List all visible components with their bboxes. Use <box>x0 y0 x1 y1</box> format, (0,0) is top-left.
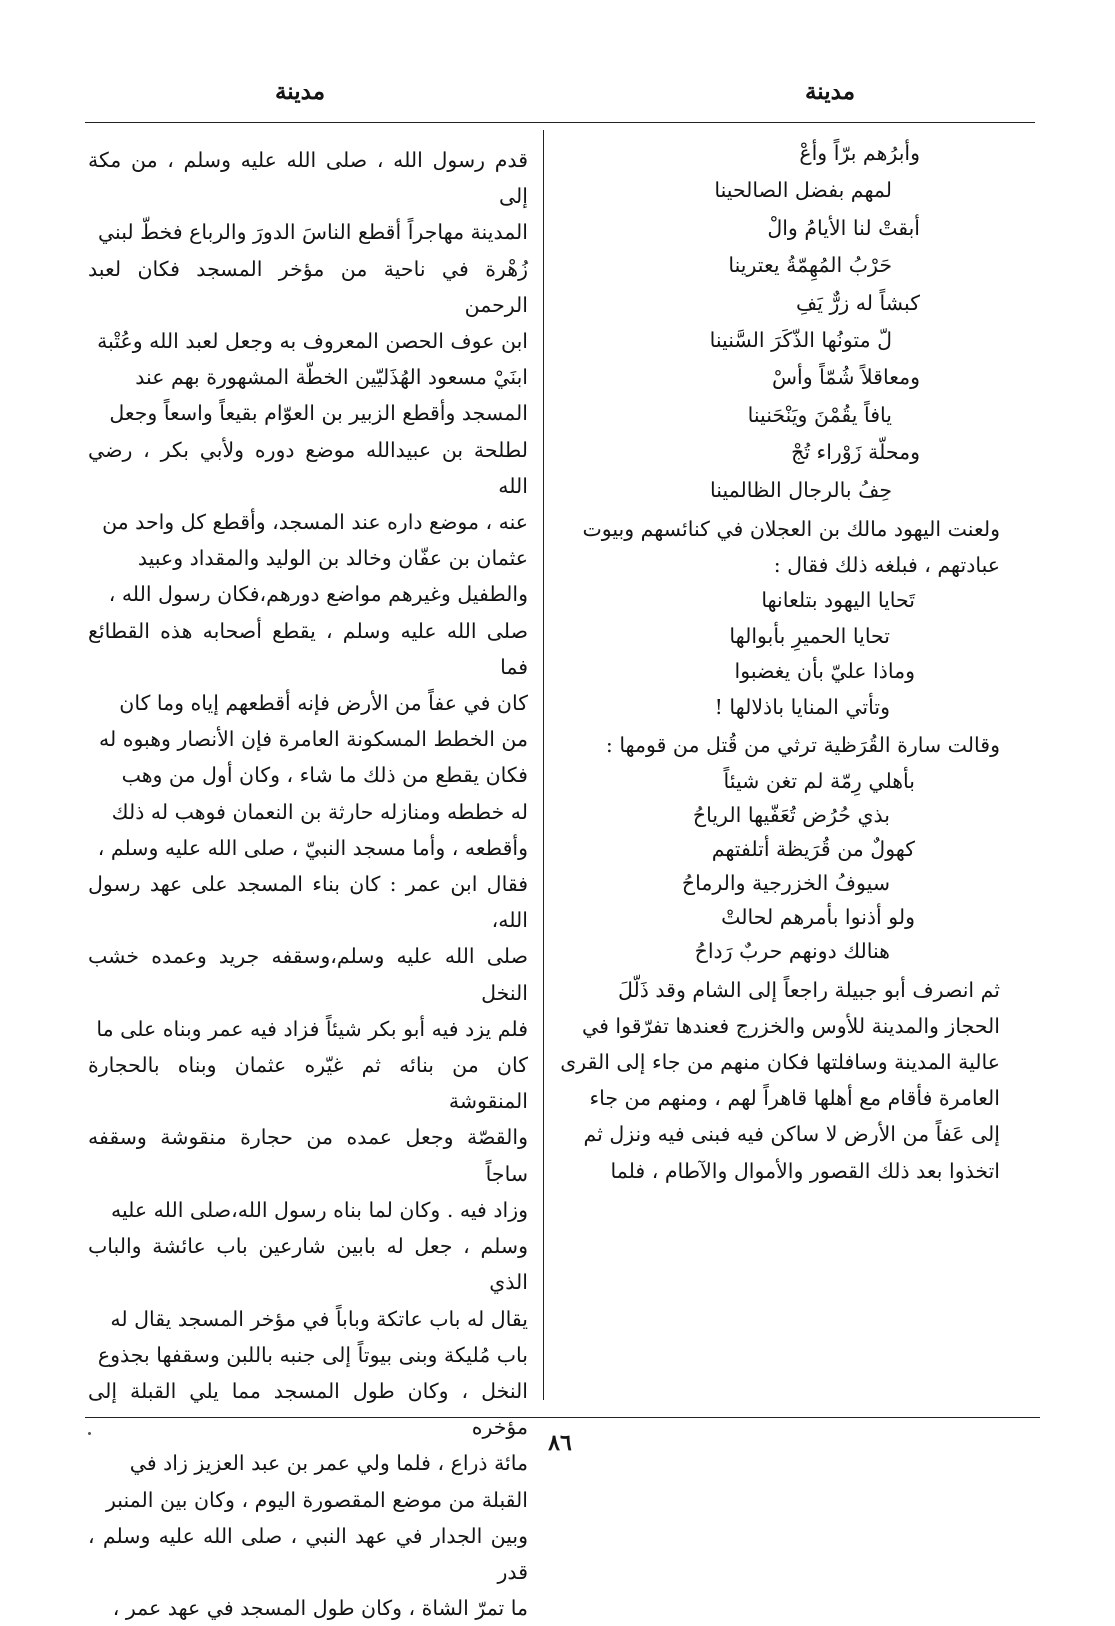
text-line: صلى الله عليه وسلم،وسقفه جريد وعمده خشب النخل <box>88 944 528 1005</box>
verse-line: سيوفُ الخزرجية والرماحُ <box>681 870 890 895</box>
text-line: عنه ، موضع داره عند المسجد، وأقطع كل واحد من <box>102 510 528 535</box>
verse-line: وماذا عليّ بأن يغضبوا <box>734 659 915 684</box>
verse-line: بأهلي رِمّة لم تغن شيئاً <box>723 768 915 793</box>
right-column <box>560 135 1000 1189</box>
verse-line: ولو أذنوا بأمرهم لحالتْ <box>721 904 915 929</box>
ink-speck <box>88 1432 91 1435</box>
running-head-right: مدينة <box>804 78 856 105</box>
text-line: إلى عَفاً من الأرض لا ساكن فيه فبنى فيه ونزل ثم <box>583 1122 1000 1147</box>
verse-line: هنالك دونهم حربٌ رَداحُ <box>694 938 890 963</box>
text-line: وزاد فيه . وكان لما بناه رسول الله،صلى الله عليه <box>110 1197 528 1222</box>
poem-verses-3 <box>560 764 1000 968</box>
text-line: ولعنت اليهود مالك بن العجلان في كنائسهم وبيوت <box>582 517 1000 542</box>
text-line: عبادتهم ، فبلغه ذلك فقال : <box>773 553 1000 578</box>
left-column <box>88 142 528 1626</box>
page-number: ٨٦ <box>548 1430 572 1456</box>
text-line: فكان يقطع من ذلك ما شاء ، وكان أول من وهب <box>121 763 528 788</box>
text-line: العامرة فأقام مع أهلها قاهراً لهم ، ومنهم من جاء <box>589 1086 1000 1111</box>
verse-line: حِفُ بالرجال الظالمينا <box>710 477 892 502</box>
text-line: الحجاز والمدينة للأوس والخزرج فعندها تفرّقوا في <box>582 1013 1000 1038</box>
column-divider <box>543 130 544 1400</box>
verse-line: لّ متونُها الذّكَرَ السَّنينا <box>709 328 892 353</box>
text-line: ابنَيْ مسعود الهُذَليّين الخطّة المشهورة بهم عند <box>135 365 528 390</box>
prose-paragraph-2 <box>560 727 1000 763</box>
text-line: صلى الله عليه وسلم ، يقطع أصحابه هذه القطائع فما <box>88 618 528 679</box>
prose-paragraph-3 <box>560 972 1000 1189</box>
text-line: باب مُليكة وبنى بيوتاً إلى جنبه باللبن وسقفها بجذوع <box>97 1342 528 1367</box>
verse-line: وتأتي المنايا باذلالها ! <box>714 694 890 719</box>
verse-line: أبقتْ لنا الأيامُ والْ <box>767 215 920 240</box>
text-line: لطلحة بن عبيدالله موضع دوره ولأبي بكر ، رضي الله <box>88 437 528 498</box>
verse-line: تحايا الحميرِ بأبوالها <box>729 623 890 648</box>
text-line: وأقطعه ، وأما مسجد النبيّ ، صلى الله عليه وسلم ، <box>97 835 528 860</box>
verse-line: تَحايا اليهود بتلعانها <box>761 588 915 613</box>
text-line: مائة ذراع ، فلما ولي عمر بن عبد العزيز زاد في <box>129 1451 528 1476</box>
verse-line: ومحلّة زَوْراء تُجْ <box>791 440 920 465</box>
text-line: قدم رسول الله ، صلى الله عليه وسلم ، من مكة إلى <box>88 148 528 209</box>
text-line: اتخذوا بعد ذلك القصور والأموال والآطام ، فلما <box>610 1158 1000 1183</box>
text-line: المدينة مهاجراً أقطع الناسَ الدورَ والرباع فخطّ لبني <box>97 220 528 245</box>
text-line: وقالت سارة القُرَظية ترثي من قُتل من قومها : <box>605 733 1000 758</box>
verse-line: كهولٌ من قُرَيظة أتلفتهم <box>711 836 915 861</box>
text-line: ما تمرّ الشاة ، وكان طول المسجد في عهد عمر ، <box>112 1596 528 1621</box>
verse-line: وأبرُهم برّاً وأعْ <box>799 141 920 165</box>
text-line: زُهْرة في ناحية من مؤخر المسجد فكان لعبد الرحمن <box>88 256 528 317</box>
text-line: كان من بنائه ثم غيّره عثمان وبناه بالحجارة المنقوشة <box>88 1053 528 1114</box>
verse-line: بذي حُرُض تُعَفّيها الرياحُ <box>692 802 890 827</box>
text-line: النخل ، وكان طول المسجد مما يلي القبلة إلى مؤخره <box>88 1378 528 1440</box>
text-line: ابن عوف الحصن المعروف به وجعل لعبد الله وعُتْبة <box>97 329 528 354</box>
text-line: والقصّة وجعل عمده من حجارة منقوشة وسقفه ساجاً <box>88 1125 528 1186</box>
text-line: وسلم ، جعل له بابين شارعين باب عائشة والباب الذي <box>88 1234 528 1295</box>
poem-verses-1 <box>560 135 1000 509</box>
text-line: وبين الجدار في عهد النبي ، صلى الله عليه وسلم ، قدر <box>88 1523 528 1584</box>
poem-verses-2 <box>560 583 1000 725</box>
text-line: كان في عفاً من الأرض فإنه أقطعهم إياه وما كان <box>119 691 528 716</box>
verse-line: يافاً يقُمْنَ ويَنْحَنينا <box>747 402 892 427</box>
text-line: فقال ابن عمر : كان بناء المسجد على عهد رسول الله، <box>88 872 528 933</box>
footer-rule <box>85 1417 1040 1418</box>
text-line: القبلة من موضع المقصورة اليوم ، وكان بين المنبر <box>105 1487 528 1512</box>
text-line: المسجد وأقطع الزبير بن العوّام بقيعاً واسعاً وجعل <box>109 401 528 426</box>
verse-line: لمهم بفضل الصالحينا <box>714 178 892 203</box>
text-line: عالية المدينة وسافلتها فكان منهم من جاء إلى القرى <box>560 1050 1000 1075</box>
verse-line: حَرْبُ المُهِمّةُ يعترينا <box>728 253 892 278</box>
header-rule <box>85 122 1035 123</box>
text-line: يقال له باب عاتكة وباباً في مؤخر المسجد يقال له <box>110 1306 528 1331</box>
text-line: عثمان بن عفّان وخالد بن الوليد والمقداد وعبيد <box>137 546 528 571</box>
text-line: ثم انصرف أبو جبيلة راجعاً إلى الشام وقد ذَلّلَ <box>618 977 1000 1002</box>
prose-paragraph-1 <box>560 511 1000 583</box>
text-line: له خططه ومنازله حارثة بن النعمان فوهب له ذلك <box>111 799 528 824</box>
text-line: من الخطط المسكونة العامرة فإن الأنصار وهبوه له <box>98 727 528 752</box>
text-line: والطفيل وغيرهم مواضع دورهم،فكان رسول الله ، <box>108 582 528 607</box>
verse-line: كبشاً له زرٌّ يَفِ <box>796 290 920 315</box>
verse-line: ومعاقلاً شُمّاً وأسْ <box>772 365 920 390</box>
text-line: فلم يزد فيه أبو بكر شيئاً فزاد فيه عمر وبناه على ما <box>96 1016 528 1041</box>
running-head-left: مدينة <box>274 78 326 105</box>
